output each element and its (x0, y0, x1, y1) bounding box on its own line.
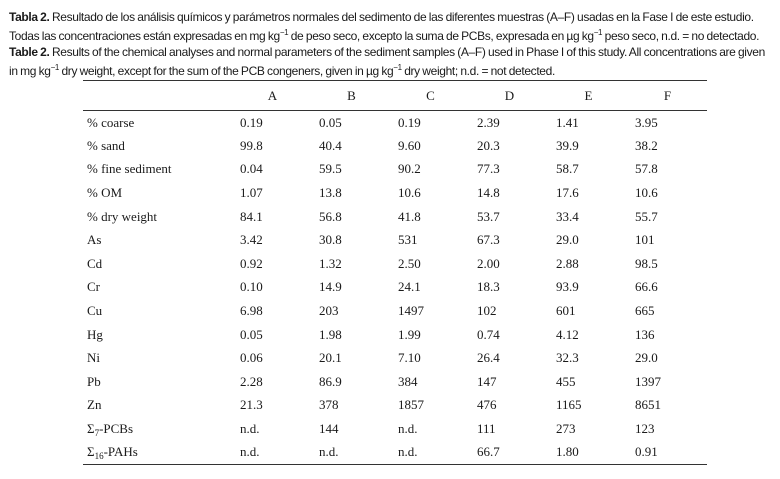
table-row (83, 181, 707, 205)
table-cell-b: 14.9 (319, 279, 342, 295)
table-cell-a: 1.07 (240, 185, 263, 201)
caption-english-line-1: Table 2. Results of the chemical analyses and normal parameters of the sediment samples (A–F) used in Phase I of this study. All concentrations are given (9, 45, 765, 59)
table-cell-e: 1.80 (549, 441, 628, 465)
table-cell-f: 101 (635, 232, 655, 248)
table-row (83, 158, 707, 182)
table-cell-a: 0.04 (240, 161, 263, 177)
table-row (83, 323, 707, 347)
table-cell-e: 17.6 (556, 185, 579, 201)
table-cell-e: 29.0 (556, 232, 579, 248)
table-cell-f: 8651 (635, 397, 661, 413)
table-cell-c: 1857 (398, 397, 424, 413)
table-cell-a: n.d. (240, 421, 260, 437)
table-cell-f: 123 (635, 421, 655, 437)
table-cell-c: 1.99 (398, 326, 421, 342)
row-parameter-label: Hg (87, 326, 103, 342)
table-cell-c: n.d. (391, 441, 470, 465)
table-cell-b: 378 (319, 397, 339, 413)
table-cell-c: n.d. (398, 421, 418, 437)
row-parameter-label: $\Sigma_7$-PCBs (87, 421, 134, 439)
caption-exponent: −1 (393, 63, 402, 72)
table-cell-a: 0.92 (240, 255, 263, 271)
table-cell-b: 56.8 (319, 208, 342, 224)
table-cell-c: 384 (398, 373, 418, 389)
table-cell-d: 14.8 (477, 185, 500, 201)
caption-exponent: −1 (279, 28, 289, 37)
table-cell-b: 30.8 (319, 232, 342, 248)
table-row (83, 276, 707, 300)
table-cell-d: 66.7 (470, 441, 549, 465)
table-cell-c: 1497 (398, 303, 424, 319)
table-cell-d: 111 (477, 421, 496, 437)
results-table-container (83, 80, 707, 465)
column-header-a: A (233, 81, 312, 111)
table-cell-a: 21.3 (240, 397, 263, 413)
table-cell-f: 55.7 (635, 208, 658, 224)
table-cell-f: 57.8 (635, 161, 658, 177)
table-row (83, 370, 707, 394)
table-cell-b: 59.5 (319, 161, 342, 177)
results-table (83, 80, 707, 465)
table-row (83, 441, 707, 465)
table-cell-a: 99.8 (240, 137, 263, 153)
table-cell-a: 0.10 (240, 279, 263, 295)
table-cell-c: 9.60 (398, 137, 421, 153)
table-cell-e: 4.12 (556, 326, 579, 342)
table-cell-e: 33.4 (556, 208, 579, 224)
column-header-e: E (549, 81, 628, 111)
table-cell-c: 7.10 (398, 350, 421, 366)
table-cell-b: 20.1 (319, 350, 342, 366)
table-cell-c: 90.2 (398, 161, 421, 177)
row-parameter-label: % dry weight (87, 208, 158, 224)
row-parameter-label: As (87, 232, 102, 248)
table-cell-b: n.d. (312, 441, 391, 465)
caption-english-line-2: in mg $kg^{-1}$ dry weight, except for the sum of the PCB congeners, given in µg $kg^{-1}$ dry weight; n.d. = not detected. (9, 63, 555, 78)
table-row (83, 111, 707, 135)
table-cell-b: 1.98 (319, 326, 342, 342)
table-cell-f: 1397 (635, 373, 661, 389)
caption-spanish-line-2: Todas las concentraciones están expresadas en mg $kg^{-1}$ de peso seco, excepto la suma de PCBs, expresada en µg $kg^{-1}$ peso seco, n.d. = no detectado. (9, 28, 760, 43)
table-cell-d: 2.00 (477, 255, 500, 271)
table-cell-e: 273 (556, 421, 576, 437)
row-parameter-label: % fine sediment (87, 161, 172, 177)
table-cell-e: 455 (556, 373, 576, 389)
table-cell-c: 10.6 (398, 185, 421, 201)
table-cell-d: 0.74 (477, 326, 500, 342)
row-parameter-label: Pb (87, 373, 101, 389)
table-cell-c: 41.8 (398, 208, 421, 224)
table-cell-b: 144 (319, 421, 339, 437)
table-row (83, 252, 707, 276)
table-cell-b: 40.4 (319, 137, 342, 153)
row-parameter-label: Cu (87, 303, 103, 319)
table-cell-e: 1.41 (556, 114, 579, 130)
table-cell-d: 18.3 (477, 279, 500, 295)
table-cell-e: 2.88 (556, 255, 579, 271)
table-cell-b: 1.32 (319, 255, 342, 271)
table-cell-c: 531 (398, 232, 418, 248)
header-row (83, 81, 707, 111)
table-body (83, 111, 707, 465)
table-cell-c: 0.19 (398, 114, 421, 130)
column-header-c: C (391, 81, 470, 111)
row-parameter-label: % OM (87, 185, 123, 201)
table-cell-d: 67.3 (477, 232, 500, 248)
caption-spanish-label: Tabla 2. (9, 10, 50, 24)
table-row (83, 205, 707, 229)
table-cell-f: 66.6 (635, 279, 658, 295)
table-cell-d: 53.7 (477, 208, 500, 224)
table-row (83, 134, 707, 158)
table-cell-f: 38.2 (635, 137, 658, 153)
table-cell-d: 77.3 (477, 161, 500, 177)
table-cell-f: 665 (635, 303, 655, 319)
table-row (83, 417, 707, 441)
row-parameter-label: Ni (87, 350, 100, 366)
table-cell-d: 2.39 (477, 114, 500, 130)
table-cell-e: 39.9 (556, 137, 579, 153)
table-cell-b: 86.9 (319, 373, 342, 389)
table-row (83, 228, 707, 252)
table-row (83, 299, 707, 323)
table-cell-a: 3.42 (240, 232, 263, 248)
header-blank (83, 81, 233, 111)
caption-exponent: −1 (50, 63, 59, 72)
row-parameter-label: Cd (87, 255, 103, 271)
row-parameter-label: % sand (87, 137, 125, 153)
table-cell-d: 102 (477, 303, 497, 319)
table-cell-a: 6.98 (240, 303, 263, 319)
row-parameter-label: Zn (87, 397, 102, 413)
table-cell-a: 2.28 (240, 373, 263, 389)
row-parameter-label: $\Sigma_{16}$-PAHs (83, 441, 233, 465)
table-cell-e: 601 (556, 303, 576, 319)
column-header-b: B (312, 81, 391, 111)
column-header-d: D (470, 81, 549, 111)
table-cell-a: n.d. (233, 441, 312, 465)
caption-spanish-line-1: Tabla 2. Resultado de los análisis químicos y parámetros normales del sedimento de las diferentes muestras (A–F) usadas en la Fase I de este estudio. (9, 10, 754, 24)
table-cell-a: 0.19 (240, 114, 263, 130)
table-cell-d: 476 (477, 397, 497, 413)
table-cell-c: 24.1 (398, 279, 421, 295)
table-cell-e: 1165 (556, 397, 582, 413)
table-cell-e: 32.3 (556, 350, 579, 366)
caption-english-label: Table 2. (9, 45, 50, 59)
table-cell-b: 13.8 (319, 185, 342, 201)
row-parameter-label: % coarse (87, 114, 135, 130)
table-cell-f: 136 (635, 326, 655, 342)
caption-exponent: −1 (593, 28, 603, 37)
table-row (83, 394, 707, 418)
table-row (83, 346, 707, 370)
table-cell-a: 84.1 (240, 208, 263, 224)
table-cell-b: 0.05 (319, 114, 342, 130)
table-cell-d: 20.3 (477, 137, 500, 153)
table-cell-c: 2.50 (398, 255, 421, 271)
column-header-f: F (628, 81, 707, 111)
table-cell-d: 26.4 (477, 350, 500, 366)
table-cell-b: 203 (319, 303, 339, 319)
table-cell-f: 3.95 (635, 114, 658, 130)
table-cell-e: 58.7 (556, 161, 579, 177)
table-cell-f: 29.0 (635, 350, 658, 366)
table-cell-d: 147 (477, 373, 497, 389)
table-cell-a: 0.06 (240, 350, 263, 366)
table-cell-f: 10.6 (635, 185, 658, 201)
table-cell-a: 0.05 (240, 326, 263, 342)
table-cell-f: 98.5 (635, 255, 658, 271)
table-cell-e: 93.9 (556, 279, 579, 295)
table-cell-f: 0.91 (628, 441, 707, 465)
row-parameter-label: Cr (87, 279, 100, 295)
table-caption (9, 9, 777, 79)
